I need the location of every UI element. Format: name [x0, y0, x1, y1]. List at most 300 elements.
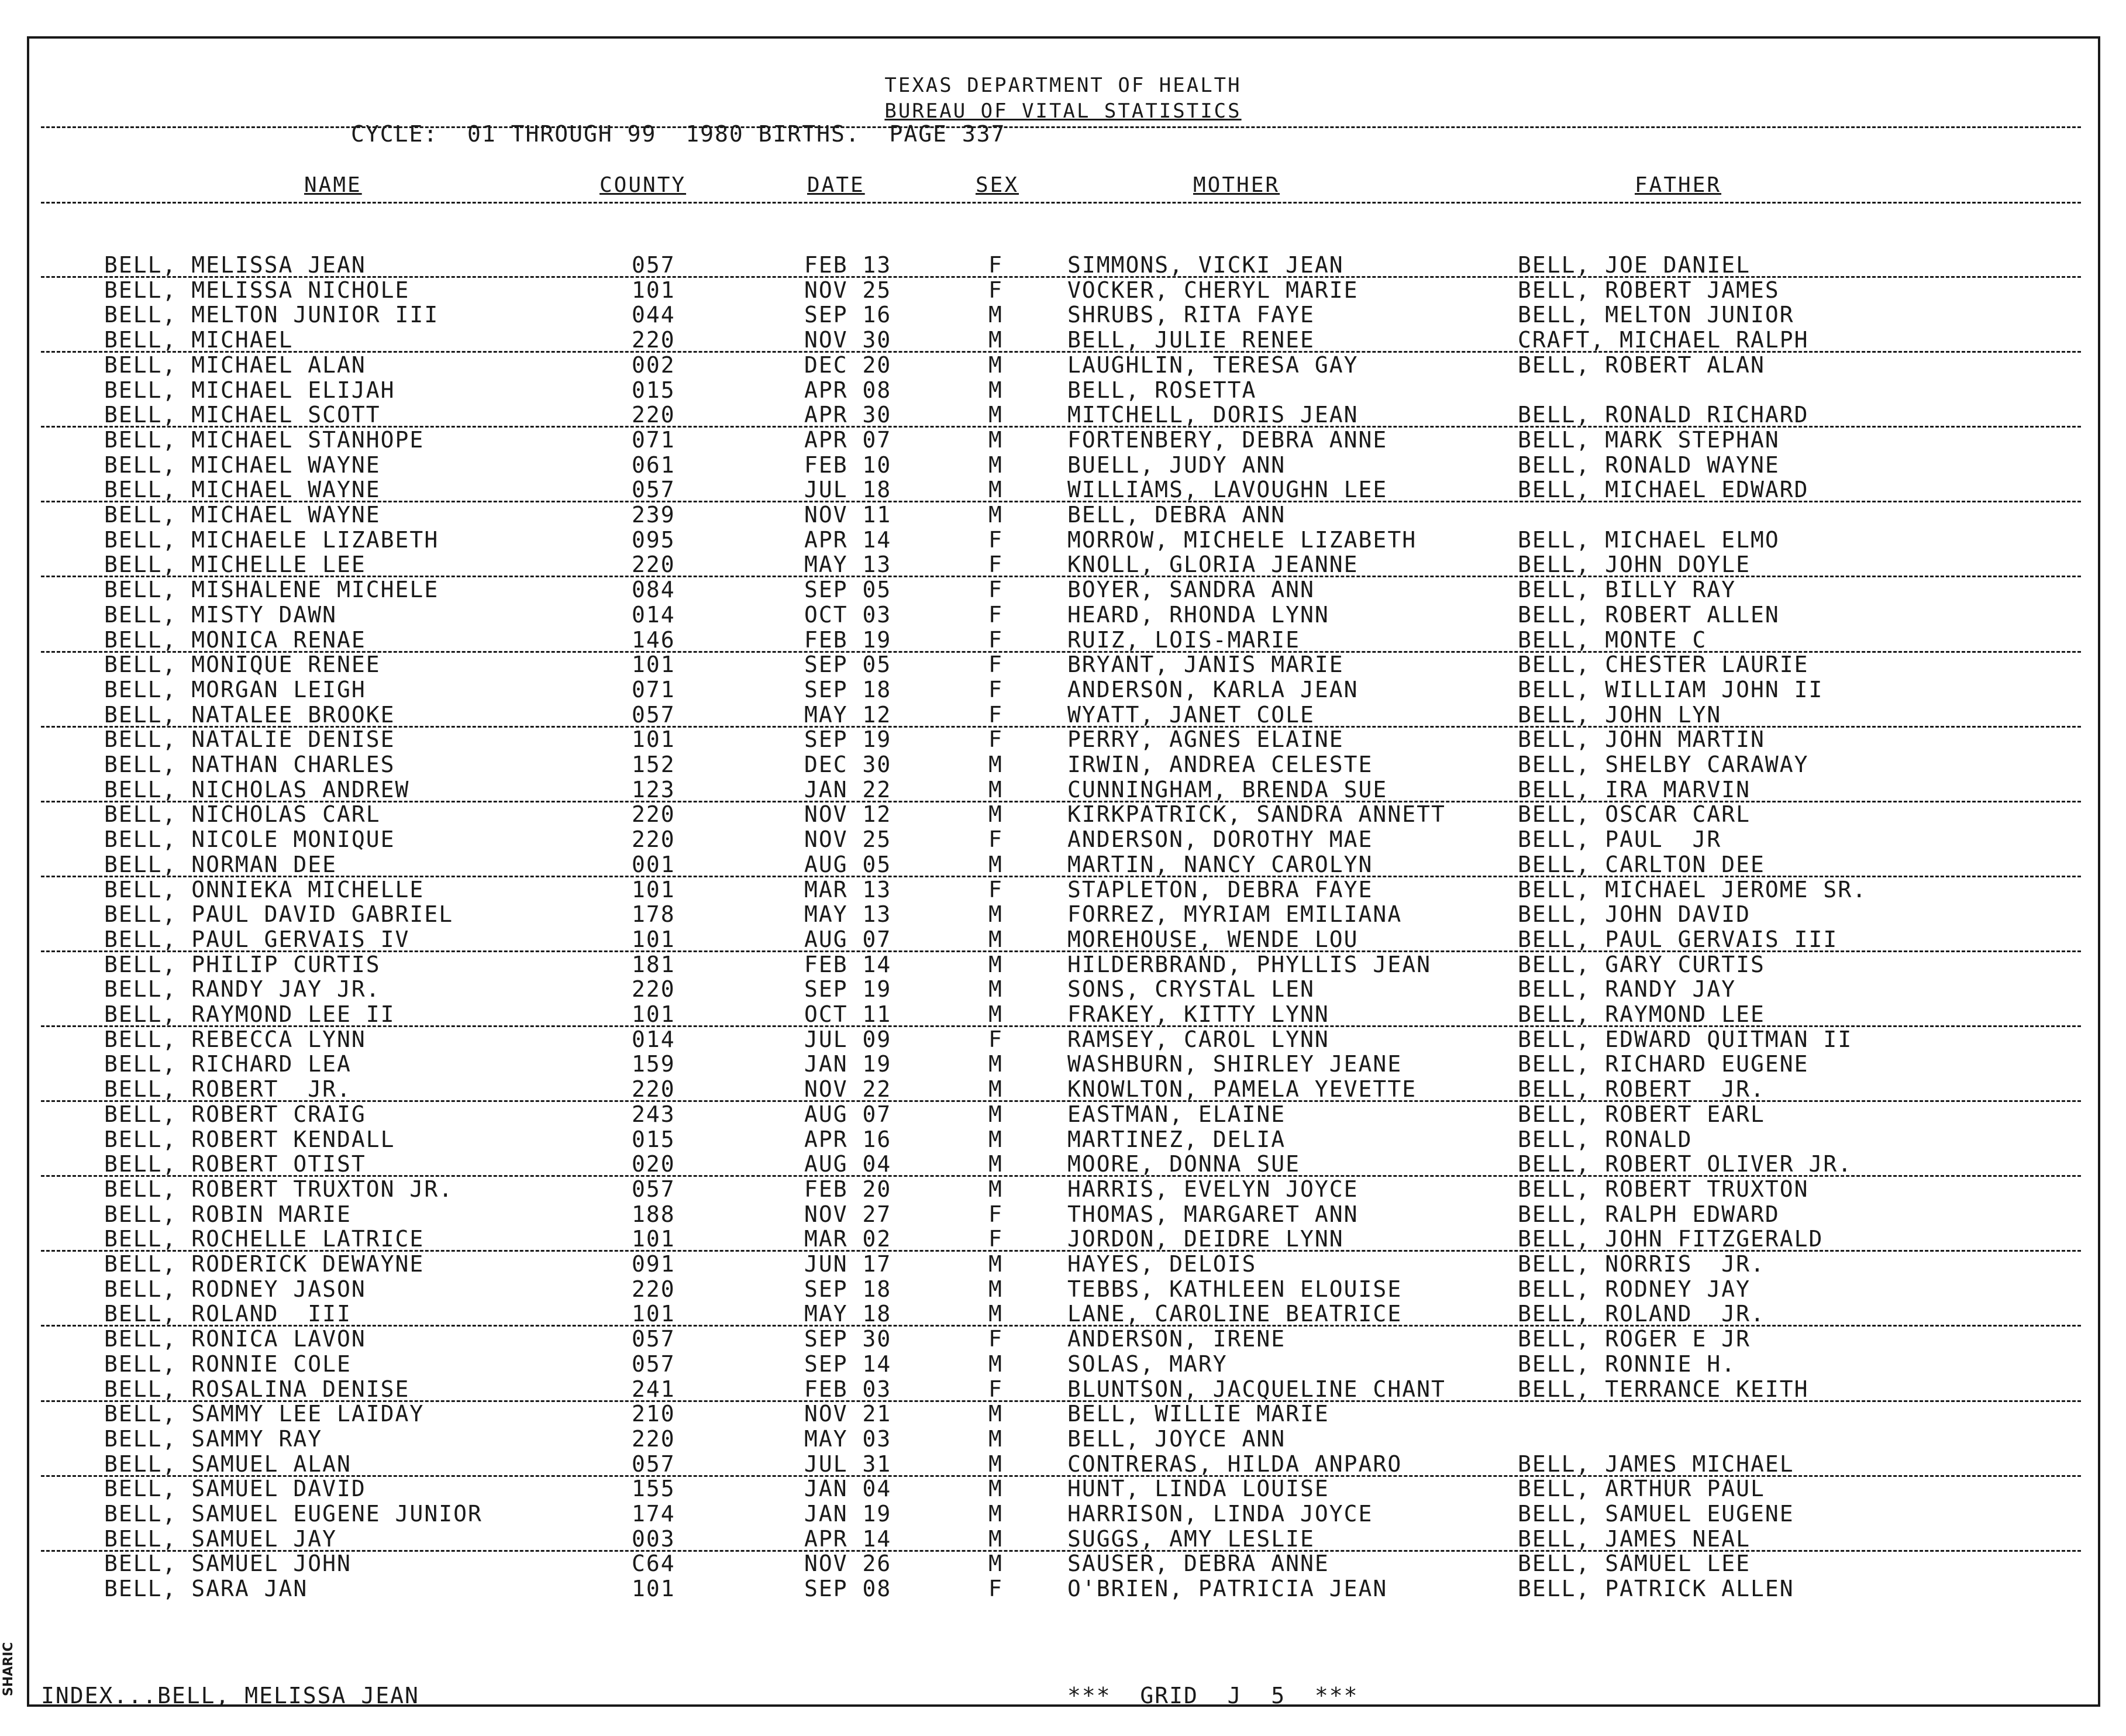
cell-date: MAY 03 — [804, 1426, 892, 1452]
cell-name: BELL, MICHAEL WAYNE — [104, 502, 381, 528]
cell-sex: M — [988, 1476, 1003, 1501]
cell-name: BELL, MISTY DAWN — [104, 602, 337, 628]
table-row — [0, 877, 2126, 902]
cell-father: BELL, ROLAND JR. — [1518, 1301, 1765, 1327]
table-row — [0, 1452, 2126, 1476]
cell-father: BELL, SAMUEL EUGENE — [1518, 1501, 1794, 1527]
cell-date: NOV 21 — [804, 1401, 892, 1427]
cell-mother: HEARD, RHONDA LYNN — [1067, 602, 1329, 628]
cell-name: BELL, MICHAEL SCOTT — [104, 402, 381, 428]
table-row — [0, 702, 2126, 727]
table-row — [0, 628, 2126, 652]
cell-father: BELL, ROBERT JAMES — [1518, 277, 1780, 303]
cell-mother: SONS, CRYSTAL LEN — [1067, 976, 1315, 1002]
cell-sex: M — [988, 302, 1003, 328]
table-row — [0, 402, 2126, 427]
bureau-title: BUREAU OF VITAL STATISTICS — [884, 99, 1242, 123]
cell-sex: M — [988, 801, 1003, 827]
cell-mother: ANDERSON, IRENE — [1067, 1326, 1286, 1352]
cell-county: 239 — [632, 502, 676, 528]
cell-father: BELL, CHESTER LAURIE — [1518, 652, 1809, 677]
cell-date: SEP 05 — [804, 652, 892, 677]
cell-name: BELL, MELISSA JEAN — [104, 252, 366, 278]
cell-sex: M — [988, 1426, 1003, 1452]
cell-sex: F — [988, 677, 1003, 702]
table-row — [0, 927, 2126, 952]
cell-name: BELL, SAMMY RAY — [104, 1426, 323, 1452]
cell-father: BELL, JOE DANIEL — [1518, 252, 1751, 278]
cell-name: BELL, MICHAEL — [104, 327, 294, 353]
cell-date: OCT 03 — [804, 602, 892, 628]
cell-county: 071 — [632, 427, 676, 453]
agency-title: TEXAS DEPARTMENT OF HEALTH — [884, 74, 1242, 97]
cell-name: BELL, MELTON JUNIOR III — [104, 302, 439, 328]
table-row — [0, 1576, 2126, 1601]
cell-county: 210 — [632, 1401, 676, 1427]
cell-sex: M — [988, 777, 1003, 802]
table-row — [0, 752, 2126, 777]
cell-date: FEB 14 — [804, 952, 892, 977]
cell-mother: SUGGS, AMY LESLIE — [1067, 1526, 1315, 1552]
cell-county: 057 — [632, 1326, 676, 1352]
cell-sex: M — [988, 926, 1003, 952]
table-row — [0, 453, 2126, 477]
cell-mother: HUNT, LINDA LOUISE — [1067, 1476, 1329, 1501]
cell-sex: M — [988, 952, 1003, 977]
cell-name: BELL, NICOLE MONIQUE — [104, 826, 395, 852]
cell-county: 044 — [632, 302, 676, 328]
cell-mother: SOLAS, MARY — [1067, 1351, 1228, 1377]
cell-county: 015 — [632, 1127, 676, 1152]
cell-county: 101 — [632, 877, 676, 903]
cell-county: 146 — [632, 627, 676, 653]
cell-sex: F — [988, 1226, 1003, 1252]
cell-county: 159 — [632, 1051, 676, 1077]
cell-date: JUL 09 — [804, 1027, 892, 1052]
cell-county: 057 — [632, 702, 676, 728]
cell-sex: F — [988, 1201, 1003, 1227]
cell-mother: FORTENBERY, DEBRA ANNE — [1067, 427, 1388, 453]
cell-sex: F — [988, 527, 1003, 553]
cell-county: 061 — [632, 452, 676, 478]
cell-name: BELL, ROBIN MARIE — [104, 1201, 352, 1227]
cell-father: BELL, ROBERT ALAN — [1518, 352, 1765, 378]
cell-mother: ANDERSON, KARLA JEAN — [1067, 677, 1359, 702]
cell-name: BELL, NORMAN DEE — [104, 852, 337, 877]
cell-date: JAN 19 — [804, 1501, 892, 1527]
cell-father: BELL, MONTE C — [1518, 627, 1707, 653]
table-row — [0, 278, 2126, 302]
cell-father: BELL, ARTHUR PAUL — [1518, 1476, 1765, 1501]
cell-date: FEB 10 — [804, 452, 892, 478]
cell-county: 123 — [632, 777, 676, 802]
cell-father: BELL, RONNIE H. — [1518, 1351, 1736, 1377]
cell-county: 155 — [632, 1476, 676, 1501]
cell-father: BELL, JOHN DOYLE — [1518, 552, 1751, 577]
cell-sex: F — [988, 826, 1003, 852]
cell-sex: F — [988, 1376, 1003, 1402]
col-header-sex: SEX — [976, 173, 1019, 197]
cell-name: BELL, MELISSA NICHOLE — [104, 277, 410, 303]
cell-name: BELL, PAUL DAVID GABRIEL — [104, 901, 454, 927]
cell-sex: M — [988, 402, 1003, 428]
cell-name: BELL, RONNIE COLE — [104, 1351, 352, 1377]
cell-father: BELL, MICHAEL ELMO — [1518, 527, 1780, 553]
table-row — [0, 1102, 2126, 1127]
cell-sex: M — [988, 976, 1003, 1002]
cell-county: 152 — [632, 752, 676, 777]
cell-sex: F — [988, 1326, 1003, 1352]
cell-father: BELL, WILLIAM JOHN II — [1518, 677, 1824, 702]
cell-mother: SIMMONS, VICKI JEAN — [1067, 252, 1344, 278]
cycle-line: CYCLE: 01 THROUGH 99 1980 BIRTHS. PAGE 337 — [351, 121, 1006, 147]
table-row — [0, 952, 2126, 977]
cell-date: SEP 08 — [804, 1576, 892, 1601]
cell-county: 220 — [632, 552, 676, 577]
cell-name: BELL, ROLAND III — [104, 1301, 352, 1327]
cell-date: SEP 18 — [804, 1276, 892, 1302]
table-row — [0, 1152, 2126, 1176]
cell-mother: BELL, JOYCE ANN — [1067, 1426, 1286, 1452]
cell-sex: M — [988, 1001, 1003, 1027]
cell-name: BELL, RODERICK DEWAYNE — [104, 1251, 425, 1277]
cell-father: BELL, SHELBY CARAWAY — [1518, 752, 1809, 777]
cell-sex: M — [988, 477, 1003, 502]
footer-index: INDEX...BELL, MELISSA JEAN — [41, 1683, 419, 1709]
cell-name: BELL, MICHAELE LIZABETH — [104, 527, 439, 553]
cell-county: 220 — [632, 976, 676, 1002]
cell-sex: M — [988, 1101, 1003, 1127]
cell-date: MAY 13 — [804, 552, 892, 577]
cell-date: AUG 05 — [804, 852, 892, 877]
cell-mother: TEBBS, KATHLEEN ELOUISE — [1067, 1276, 1403, 1302]
cell-date: DEC 20 — [804, 352, 892, 378]
cell-name: BELL, ROBERT KENDALL — [104, 1127, 395, 1152]
cell-sex: F — [988, 277, 1003, 303]
table-row — [0, 1177, 2126, 1201]
cell-sex: F — [988, 1576, 1003, 1601]
cell-father: BELL, JOHN MARTIN — [1518, 726, 1765, 752]
cell-mother: ANDERSON, DOROTHY MAE — [1067, 826, 1373, 852]
table-row — [0, 677, 2126, 702]
cell-mother: KNOLL, GLORIA JEANNE — [1067, 552, 1359, 577]
table-row — [0, 1527, 2126, 1551]
cell-father: BELL, RALPH EDWARD — [1518, 1201, 1780, 1227]
cell-name: BELL, ROBERT OTIST — [104, 1151, 366, 1177]
cell-name: BELL, ONNIEKA MICHELLE — [104, 877, 425, 903]
table-row — [0, 852, 2126, 877]
cell-sex: M — [988, 352, 1003, 378]
cell-date: AUG 07 — [804, 926, 892, 952]
cell-father: BELL, JAMES NEAL — [1518, 1526, 1751, 1552]
cell-date: APR 08 — [804, 377, 892, 403]
cell-father: BELL, MELTON JUNIOR — [1518, 302, 1794, 328]
cell-county: 057 — [632, 1351, 676, 1377]
table-row — [0, 1301, 2126, 1326]
cell-date: MAR 02 — [804, 1226, 892, 1252]
cell-date: NOV 25 — [804, 826, 892, 852]
cell-sex: M — [988, 1351, 1003, 1377]
cell-date: JUN 17 — [804, 1251, 892, 1277]
cell-name: BELL, NATALIE DENISE — [104, 726, 395, 752]
cell-county: 057 — [632, 1451, 676, 1477]
cell-name: BELL, SAMUEL DAVID — [104, 1476, 366, 1501]
cell-county: C64 — [632, 1551, 676, 1576]
cell-name: BELL, RICHARD LEA — [104, 1051, 352, 1077]
cell-father: BELL, MICHAEL JEROME SR. — [1518, 877, 1867, 903]
cell-date: SEP 18 — [804, 677, 892, 702]
cell-father: BELL, OSCAR CARL — [1518, 801, 1751, 827]
cell-date: NOV 22 — [804, 1076, 892, 1102]
cell-name: BELL, MORGAN LEIGH — [104, 677, 366, 702]
cell-mother: BOYER, SANDRA ANN — [1067, 577, 1315, 602]
cell-sex: F — [988, 552, 1003, 577]
cell-date: SEP 19 — [804, 976, 892, 1002]
cell-father: BELL, RICHARD EUGENE — [1518, 1051, 1809, 1077]
table-row — [0, 1052, 2126, 1076]
cell-name: BELL, NICHOLAS CARL — [104, 801, 381, 827]
table-row — [0, 328, 2126, 352]
cell-mother: IRWIN, ANDREA CELESTE — [1067, 752, 1373, 777]
cell-father: BELL, ROBERT OLIVER JR. — [1518, 1151, 1853, 1177]
cell-date: SEP 05 — [804, 577, 892, 602]
cell-mother: RAMSEY, CAROL LYNN — [1067, 1027, 1329, 1052]
cell-father: BELL, RONALD WAYNE — [1518, 452, 1780, 478]
cell-name: BELL, SAMUEL JOHN — [104, 1551, 352, 1576]
cell-mother: CONTRERAS, HILDA ANPARO — [1067, 1451, 1403, 1477]
table-row — [0, 977, 2126, 1001]
cell-father: BELL, JOHN LYN — [1518, 702, 1722, 728]
cell-mother: PERRY, AGNES ELAINE — [1067, 726, 1344, 752]
col-header-name: NAME — [304, 173, 362, 197]
cell-sex: M — [988, 752, 1003, 777]
cell-name: BELL, ROBERT JR. — [104, 1076, 352, 1102]
side-label: SHARIC — [1, 1642, 16, 1696]
cell-father: BELL, SAMUEL LEE — [1518, 1551, 1751, 1576]
cell-county: 101 — [632, 1576, 676, 1601]
cell-father: BELL, PATRICK ALLEN — [1518, 1576, 1794, 1601]
cell-mother: MARTINEZ, DELIA — [1067, 1127, 1286, 1152]
cell-date: AUG 04 — [804, 1151, 892, 1177]
cell-sex: F — [988, 1027, 1003, 1052]
cell-name: BELL, SAMUEL EUGENE JUNIOR — [104, 1501, 483, 1527]
cell-mother: BELL, DEBRA ANN — [1067, 502, 1286, 528]
cell-county: 220 — [632, 402, 676, 428]
cell-mother: WASHBURN, SHIRLEY JEANE — [1067, 1051, 1403, 1077]
table-row — [0, 602, 2126, 627]
cell-county: 220 — [632, 1076, 676, 1102]
cell-date: JAN 19 — [804, 1051, 892, 1077]
table-row — [0, 528, 2126, 552]
cell-date: JUL 31 — [804, 1451, 892, 1477]
cell-county: 057 — [632, 477, 676, 502]
table-row — [0, 802, 2126, 826]
cell-sex: M — [988, 1251, 1003, 1277]
cell-date: MAY 18 — [804, 1301, 892, 1327]
cell-date: APR 16 — [804, 1127, 892, 1152]
table-row — [0, 1027, 2126, 1052]
cell-mother: MOORE, DONNA SUE — [1067, 1151, 1301, 1177]
cell-name: BELL, SAMUEL JAY — [104, 1526, 337, 1552]
cell-sex: M — [988, 427, 1003, 453]
cell-date: SEP 16 — [804, 302, 892, 328]
cell-county: 001 — [632, 852, 676, 877]
cell-father: BELL, RODNEY JAY — [1518, 1276, 1751, 1302]
cell-name: BELL, SAMUEL ALAN — [104, 1451, 352, 1477]
cell-father: BELL, RANDY JAY — [1518, 976, 1736, 1002]
cell-father: BELL, JOHN FITZGERALD — [1518, 1226, 1824, 1252]
cell-father: BELL, EDWARD QUITMAN II — [1518, 1027, 1853, 1052]
table-row — [0, 1077, 2126, 1101]
table-row — [0, 1227, 2126, 1251]
cell-sex: M — [988, 1526, 1003, 1552]
cell-sex: F — [988, 877, 1003, 903]
table-row — [0, 1476, 2126, 1501]
cell-date: JAN 04 — [804, 1476, 892, 1501]
table-row — [0, 1202, 2126, 1227]
cell-date: NOV 11 — [804, 502, 892, 528]
table-row — [0, 1127, 2126, 1152]
table-row — [0, 827, 2126, 852]
cell-mother: VOCKER, CHERYL MARIE — [1067, 277, 1359, 303]
cell-name: BELL, RAYMOND LEE II — [104, 1001, 395, 1027]
cell-county: 014 — [632, 602, 676, 628]
cell-sex: F — [988, 252, 1003, 278]
cell-name: BELL, NICHOLAS ANDREW — [104, 777, 410, 802]
cell-father: BELL, GARY CURTIS — [1518, 952, 1765, 977]
cell-father: BELL, BILLY RAY — [1518, 577, 1736, 602]
table-row — [0, 1327, 2126, 1351]
cell-mother: BELL, ROSETTA — [1067, 377, 1257, 403]
cell-date: APR 30 — [804, 402, 892, 428]
table-row — [0, 552, 2126, 577]
cell-father: BELL, ROBERT TRUXTON — [1518, 1176, 1809, 1202]
cell-sex: M — [988, 377, 1003, 403]
cell-county: 101 — [632, 1226, 676, 1252]
cell-mother: CUNNINGHAM, BRENDA SUE — [1067, 777, 1388, 802]
cell-county: 220 — [632, 327, 676, 353]
cell-mother: JORDON, DEIDRE LYNN — [1067, 1226, 1344, 1252]
cell-county: 243 — [632, 1101, 676, 1127]
cell-mother: WILLIAMS, LAVOUGHN LEE — [1067, 477, 1388, 502]
table-row — [0, 353, 2126, 377]
cell-date: FEB 03 — [804, 1376, 892, 1402]
cell-county: 057 — [632, 1176, 676, 1202]
col-header-father: FATHER — [1635, 173, 1722, 197]
header-rule — [41, 126, 2081, 128]
cell-county: 101 — [632, 1001, 676, 1027]
table-row — [0, 1427, 2126, 1451]
cell-name: BELL, ROBERT TRUXTON JR. — [104, 1176, 454, 1202]
cell-county: 220 — [632, 1426, 676, 1452]
cell-mother: O'BRIEN, PATRICIA JEAN — [1067, 1576, 1388, 1601]
cell-date: FEB 20 — [804, 1176, 892, 1202]
cell-mother: LANE, CAROLINE BEATRICE — [1067, 1301, 1403, 1327]
cell-date: FEB 19 — [804, 627, 892, 653]
cell-mother: BELL, JULIE RENEE — [1067, 327, 1315, 353]
cell-name: BELL, MICHAEL ALAN — [104, 352, 366, 378]
col-header-mother: MOTHER — [1193, 173, 1280, 197]
footer-grid: *** GRID J 5 *** — [1067, 1683, 1359, 1709]
cell-mother: BELL, WILLIE MARIE — [1067, 1401, 1329, 1427]
cell-date: NOV 25 — [804, 277, 892, 303]
table-row — [0, 253, 2126, 277]
cell-name: BELL, SARA JAN — [104, 1576, 308, 1601]
cell-mother: SHRUBS, RITA FAYE — [1067, 302, 1315, 328]
cell-father: BELL, NORRIS JR. — [1518, 1251, 1765, 1277]
cell-mother: LAUGHLIN, TERESA GAY — [1067, 352, 1359, 378]
cell-county: 002 — [632, 352, 676, 378]
cell-county: 181 — [632, 952, 676, 977]
cell-name: BELL, MICHAEL ELIJAH — [104, 377, 395, 403]
cell-date: FEB 13 — [804, 252, 892, 278]
table-row — [0, 777, 2126, 802]
cell-mother: THOMAS, MARGARET ANN — [1067, 1201, 1359, 1227]
cell-sex: M — [988, 1127, 1003, 1152]
cell-sex: M — [988, 1276, 1003, 1302]
cell-name: BELL, PHILIP CURTIS — [104, 952, 381, 977]
cell-father: BELL, CARLTON DEE — [1518, 852, 1765, 877]
cell-date: SEP 14 — [804, 1351, 892, 1377]
table-row — [0, 1277, 2126, 1301]
col-header-county: COUNTY — [599, 173, 687, 197]
cell-father: BELL, PAUL GERVAIS III — [1518, 926, 1838, 952]
cell-sex: F — [988, 602, 1003, 628]
cell-name: BELL, RONICA LAVON — [104, 1326, 366, 1352]
table-row — [0, 577, 2126, 602]
table-row — [0, 1501, 2126, 1526]
cell-name: BELL, RANDY JAY JR. — [104, 976, 381, 1002]
cell-father: CRAFT, MICHAEL RALPH — [1518, 327, 1809, 353]
cell-date: APR 14 — [804, 527, 892, 553]
cell-county: 020 — [632, 1151, 676, 1177]
cell-mother: MOREHOUSE, WENDE LOU — [1067, 926, 1359, 952]
cell-father: BELL, RAYMOND LEE — [1518, 1001, 1765, 1027]
cell-county: 220 — [632, 801, 676, 827]
cell-name: BELL, MICHAEL WAYNE — [104, 452, 381, 478]
cell-county: 220 — [632, 826, 676, 852]
cell-sex: M — [988, 1301, 1003, 1327]
cell-sex: M — [988, 1551, 1003, 1576]
cell-county: 095 — [632, 527, 676, 553]
cell-mother: BUELL, JUDY ANN — [1067, 452, 1286, 478]
cell-sex: M — [988, 452, 1003, 478]
cell-date: MAY 12 — [804, 702, 892, 728]
cell-mother: RUIZ, LOIS-MARIE — [1067, 627, 1301, 653]
cell-father: BELL, ROBERT JR. — [1518, 1076, 1765, 1102]
cell-date: SEP 30 — [804, 1326, 892, 1352]
cell-mother: MARTIN, NANCY CAROLYN — [1067, 852, 1373, 877]
cell-mother: FORREZ, MYRIAM EMILIANA — [1067, 901, 1403, 927]
cell-father: BELL, MARK STEPHAN — [1518, 427, 1780, 453]
cell-date: APR 07 — [804, 427, 892, 453]
table-row — [0, 1252, 2126, 1276]
cell-mother: MORROW, MICHELE LIZABETH — [1067, 527, 1417, 553]
cell-father: BELL, RONALD — [1518, 1127, 1693, 1152]
cell-father: BELL, ROBERT ALLEN — [1518, 602, 1780, 628]
cell-sex: F — [988, 726, 1003, 752]
cell-county: 220 — [632, 1276, 676, 1302]
cell-date: MAR 13 — [804, 877, 892, 903]
cell-date: APR 14 — [804, 1526, 892, 1552]
cell-sex: F — [988, 577, 1003, 602]
cell-county: 071 — [632, 677, 676, 702]
table-row — [0, 1551, 2126, 1576]
column-header-rule — [41, 202, 2081, 204]
cell-sex: F — [988, 627, 1003, 653]
cell-county: 014 — [632, 1027, 676, 1052]
cell-county: 241 — [632, 1376, 676, 1402]
